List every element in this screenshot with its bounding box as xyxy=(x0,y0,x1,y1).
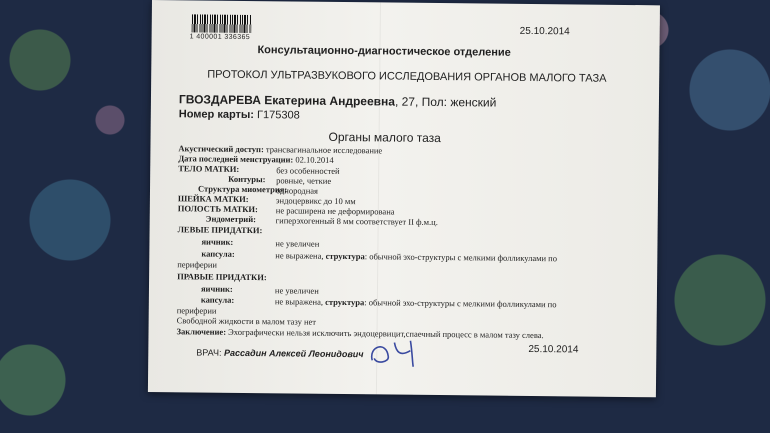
free-fluid-note: Свободной жидкости в малом тазу нет xyxy=(176,315,317,327)
contours-value: ровные, четкие xyxy=(276,175,332,186)
patient-line xyxy=(179,92,497,109)
uterus-label: ТЕЛО МАТКИ: xyxy=(178,163,240,174)
cavity-value: не расширена не деформирована xyxy=(275,205,395,217)
myometrium-value: однородная xyxy=(275,185,319,196)
conclusion-value: Эхографически нельзя исключить эндоцервицит,спаечный процесс в малом тазу слева. xyxy=(228,326,544,341)
lmp-value: 02.10.2014 xyxy=(295,154,334,165)
department-title: Консультационно-диагностическое отделение xyxy=(257,44,511,59)
cavity-label: ПОЛОСТЬ МАТКИ: xyxy=(177,203,258,215)
right-ovary-label: яичник: xyxy=(200,283,233,294)
footer-date: 25.10.2014 xyxy=(528,343,579,356)
uterus-value: без особенностей xyxy=(276,165,340,176)
doctor-line xyxy=(196,347,363,359)
left-ovary-value: не увеличен xyxy=(275,238,320,249)
header-date: 25.10.2014 xyxy=(519,25,570,38)
doctor-label: ВРАЧ: xyxy=(196,347,222,358)
contours-label: Контуры: xyxy=(228,173,266,185)
card-line xyxy=(179,108,300,121)
endometrium-value: гиперэхогенный 8 мм соответствует II ф.м.ц. xyxy=(275,215,438,228)
access-value: трансвагинальное исследование xyxy=(265,144,383,156)
left-ovary-label: яичник: xyxy=(201,236,234,247)
endometrium-label: Эндометрий: xyxy=(205,213,257,225)
right-capsule-cont: периферии xyxy=(176,305,217,316)
myometrium-label: Структура миометрия: xyxy=(197,183,288,195)
patient-age-sex: , 27, Пол: женский xyxy=(394,94,497,110)
cervix-label: ШЕЙКА МАТКИ: xyxy=(177,193,249,205)
section-title: Органы малого таза xyxy=(328,129,441,146)
left-capsule-cont: периферии xyxy=(177,259,218,270)
left-capsule-value: не выражена, структура: обычной эхо-структуры с мелкими фолликулами по xyxy=(275,250,558,264)
ultrasound-protocol-sheet xyxy=(148,0,660,397)
protocol-title: ПРОТОКОЛ УЛЬТРАЗВУКОВОГО ИССЛЕДОВАНИЯ ОРГАНОВ МАЛОГО ТАЗА xyxy=(207,68,607,85)
patient-name: ГВОЗДАРЕВА Екатерина Андреевна xyxy=(178,92,396,109)
cervix-value: эндоцервикс до 10 мм xyxy=(275,195,356,207)
card-number: Г175308 xyxy=(257,109,300,122)
left-capsule-label: капсула: xyxy=(201,248,235,259)
right-ovary-value: не увеличен xyxy=(274,285,319,296)
conclusion-label: Заключение: xyxy=(176,326,227,337)
right-adnexa-label: ПРАВЫЕ ПРИДАТКИ: xyxy=(177,271,267,283)
access-label: Акустический доступ: xyxy=(178,143,264,155)
barcode xyxy=(192,14,252,33)
doctor-name: Рассадин Алексей Леонидович xyxy=(223,347,364,360)
handwritten-signature xyxy=(366,330,430,371)
barcode-number: 1 400001 336365 xyxy=(189,33,251,42)
lmp-label: Дата последней менструации: xyxy=(178,153,294,165)
left-adnexa-label: ЛЕВЫЕ ПРИДАТКИ: xyxy=(177,224,263,236)
right-capsule-value: не выражена, структура: обычной эхо-структуры с мелкими фолликулами по xyxy=(274,296,557,310)
card-label: Номер карты: xyxy=(178,108,255,122)
right-capsule-label: капсула: xyxy=(200,294,235,305)
conclusion-row xyxy=(176,326,543,340)
